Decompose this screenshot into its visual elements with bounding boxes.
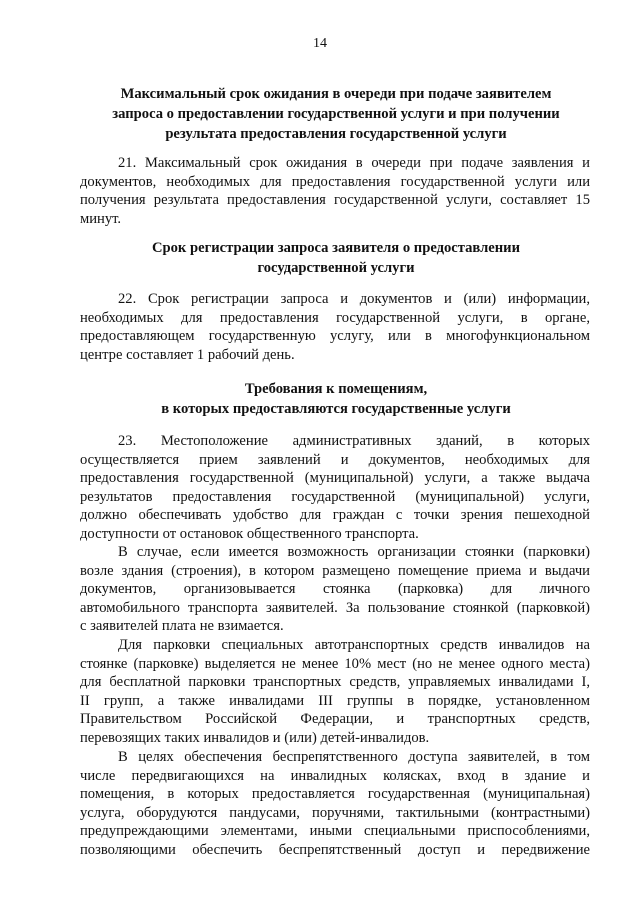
section-heading-queue-time [88,84,584,144]
text-line: автомобильного транспорта заявителей. За пользование стоянкой (парковкой) [80,599,590,616]
text-line: минут. [80,210,122,227]
page-number: 14 [313,36,327,51]
text-line: возле здания (строения), в котором размещено помещение приема и выдачи [80,562,590,579]
text-line: предоставляющем государственную услугу, или в многофункциональном [80,328,590,345]
section-heading-registration-time [88,238,584,278]
heading-line: в которых предоставляются государственные услуги [161,401,511,417]
text-line: Для парковки специальных автотранспортных средств инвалидов на [118,637,590,653]
text-line: с заявителей плата не взимается. [80,618,284,635]
text-line: II групп, а также инвалидами III группы в порядке, установленном [80,692,590,709]
paragraph-disabled-parking [80,636,590,748]
text-line: 21. Максимальный срок ожидания в очереди при подаче заявления и [118,155,590,171]
text-line: документов, необходимых для предоставления государственной услуги или [80,173,590,190]
text-line: предоставления государственной (муниципальной) услуги, а также выдача [80,470,590,487]
text-line: доступности от остановок общественного транспорта. [80,525,419,542]
text-line: позволяющими обеспечить беспрепятственный доступ и передвижение [80,841,590,858]
heading-line: государственной услуги [257,260,415,276]
paragraph-accessibility [80,748,590,860]
text-line: необходимых для предоставления государственной услуги, в органе, [80,309,590,326]
text-line: Правительством Российской Федерации, и транспортных средств, [80,711,590,728]
text-line: В случае, если имеется возможность организации стоянки (парковки) [118,544,590,560]
text-line: услуга, оборудуются пандусами, поручнями, тактильными (контрастными) [80,804,590,821]
text-line: центре составляет 1 рабочий день. [80,346,295,363]
heading-line: Требования к помещениям, [244,381,428,397]
text-line: документов, организовывается стоянка (парковка) для личного [80,581,590,598]
text-line: В целях обеспечения беспрепятственного доступа заявителей, в том [118,749,590,765]
text-line: 22. Срок регистрации запроса и документов и (или) информации, [118,291,590,307]
paragraph-22 [80,290,590,364]
text-line: перевозящих таких инвалидов и (или) детей-инвалидов. [80,729,430,746]
text-line: 23. Местоположение административных зданий, в которых [118,433,590,449]
section-heading-premises-requirements [88,379,584,419]
paragraph-parking [80,543,590,636]
text-line: результатов предоставления государственной (муниципальной) услуги, [80,488,590,505]
text-line: должно обеспечивать удобство для граждан с точки зрения пешеходной [80,507,590,524]
text-line: стоянке (парковке) выделяется не менее 10% мест (но не менее одного места) [80,655,590,672]
heading-line: запроса о предоставлении государственной услуги и при получении [112,106,560,122]
text-line: числе передвигающихся на инвалидных колясках, вход в здание и [80,767,590,784]
heading-line: результата предоставления государственной услуги [165,126,507,142]
paragraph-21 [80,154,590,228]
text-line: получения результата предоставления государственной услуги, составляет 15 [80,192,590,209]
heading-line: Срок регистрации запроса заявителя о предоставлении [151,240,520,256]
text-line: для бесплатной парковки транспортных средств, управляемых инвалидами I, [80,674,590,691]
paragraph-23 [80,432,590,544]
text-line: помещения, в которых предоставляется государственная (муниципальная) [80,786,590,803]
text-line: предупреждающими элементами, иными специальными приспособлениями, [80,823,590,840]
text-line: осуществляется прием заявлений и документов, необходимых для [80,451,590,468]
heading-line: Максимальный срок ожидания в очереди при подаче заявителем [120,86,552,102]
